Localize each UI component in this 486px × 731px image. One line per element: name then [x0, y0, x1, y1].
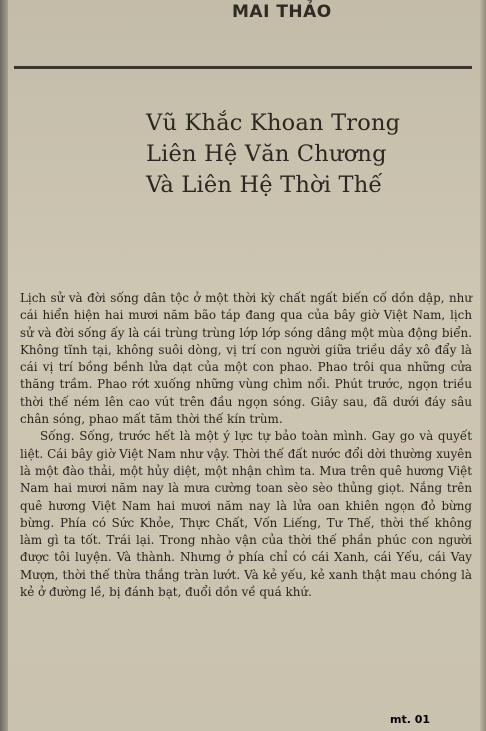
folio-label: mt. 01	[390, 713, 431, 726]
article-title	[146, 108, 456, 201]
body-paragraph: Lịch sử và đời sống dân tộc ở một thời kỳ chất ngất biến cố dồn dập, như cái hiển hiện hai mươi năm bão táp đang qua của bây giờ Việt Nam, lịch sử và đời sống ấy là cái trùng trùng lớp lớp sóng dâng một mùa động biển. Không tĩnh tại, không suôi dòng, vị trí con người giữa triều dầy xô đẩy là cái vị trí bồng bềnh lửa dạt của một con phao. Phao trôi qua những cửa thăng trầm. Phao rớt xuống những vùng chìm nổi. Phút trước, ngọn triều thời thế ném lên cao vút trên đầu ngọn sóng. Giây sau, đã dưới đáy sâu chân sóng, phao mất tăm thời thế kín trùm.	[20, 291, 472, 427]
page-edge-left	[0, 0, 8, 731]
running-head-author: MAI THẢO	[232, 2, 332, 22]
page-edge-right	[480, 0, 486, 731]
article-body	[20, 290, 472, 601]
header-rule	[14, 66, 472, 69]
body-paragraph: Sống. Sống, trước hết là một ý lực tự bảo toàn mình. Gay go và quyết liệt. Cái bây giờ Việt Nam như vậy. Thời thế đất nước đổi dời thường xuyên là một đào thải, một hủy diệt, một nhận chìm ta. Mưa trên quê hương Việt Nam hai mươi năm nay là mưa cường toan sèo sèo thủng giọt. Nắng trên quê hương Việt Nam hai mươi năm nay là lửa oan khiên ngọn đỏ bừng bừng. Phía có Sức Khỏe, Thực Chất, Vốn Liếng, Tư Thế, thời thế không làm gì ta tốt. Trái lại. Trong nhào vận của thời thế phần phúc con người được tôi luyện. Và thành. Nhưng ở phía chỉ có cái Xanh, cái Yếu, cái Vay Mượn, thời thế thừa thắng tràn lướt. Và kẻ yếu, kẻ xanh thật mau chóng là kẻ ở đường lề, bị đánh bạt, đuổi dồn về quá khứ.	[20, 429, 472, 600]
title-line: Liên Hệ Văn Chương	[146, 141, 387, 167]
title-line: Và Liên Hệ Thời Thế	[146, 172, 383, 198]
title-line: Vũ Khắc Khoan Trong	[146, 110, 401, 136]
